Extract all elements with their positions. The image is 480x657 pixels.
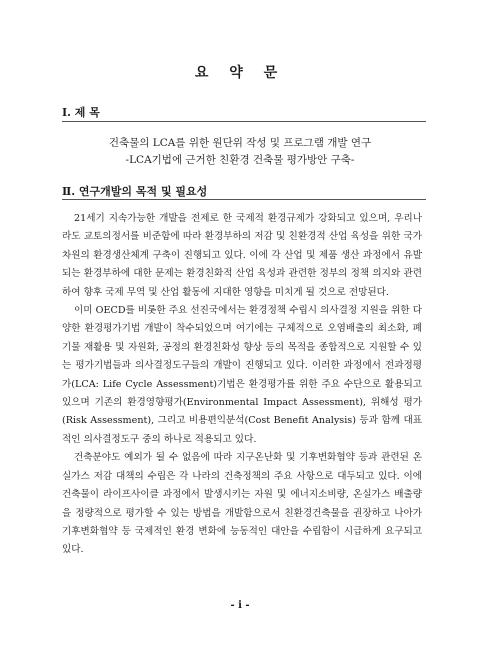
- report-title-line: 건축물의 LCA를 위한 원단위 작성 및 프로그램 개발 연구: [108, 137, 372, 149]
- page-number: - i -: [230, 600, 250, 611]
- document-title: 요 약 문: [194, 65, 286, 81]
- section-heading-purpose: Ⅱ. 연구개발의 목적 및 필요성: [62, 185, 208, 198]
- report-subtitle-line: -LCA기법에 근거한 친환경 건축물 평가방안 구축-: [125, 154, 355, 166]
- body-text: [62, 210, 422, 560]
- paragraph: 이미 OECD를 비롯한 주요 선진국에서는 환경정책 수립시 의사결정 지원을 위한 다양한 환경평가기법 개발이 착수되었으며 여기에는 구체적으로 오염배출의 최소화, 폐기물 재활용 및 자원화, 공정의 환경친화성 향상 등의 목적을 종합적으로 지원할 수 있는 평가기법들과 의사결정도구들의 개발이 진행되고 있다. 이러한 과정에서 전과정평가(LCA: Life Cycle Assessment)기법은 환경평가를 위한 주요 수단으로 활용되고 있으며 기존의 환경영향평가(Environmental Impact Assessment), 위해성 평가(Risk Assessment), 그리고 비용편익분석(Cost Benefit Analysis) 등과 함께 대표적인 의사결정도구 중의 하나로 적용되고 있다.: [62, 305, 422, 445]
- section-heading-title: Ⅰ. 제 목: [62, 106, 100, 119]
- paragraph: 건축분야도 예외가 될 수 없음에 따라 지구온난화 및 기후변화협약 등과 관련된 온실가스 저감 대책의 수립은 각 나라의 건축정책의 주요 사항으로 대두되고 있다. 이에 건축물이 라이프사이클 과정에서 발생시키는 자원 및 에너지소비량, 온실가스 배출량을 정량적으로 평가할 수 있는 방법을 개발함으로서 친환경건축물을 권장하고 나아가 기후변화협약 등 국제적인 환경 변화에 능동적인 대안을 수립함이 시급하게 요구되고 있다.: [62, 452, 422, 556]
- section-divider: [62, 121, 426, 122]
- section-divider: [62, 199, 426, 200]
- paragraph: 21세기 지속가능한 개발을 전제로 한 국제적 환경규제가 강화되고 있으며, 우리나라도 교토의정서를 비준함에 따라 환경부하의 저감 및 친환경적 산업 육성을 위한 국가차원의 환경생산체계 구축이 진행되고 있다. 이에 각 산업 및 제품 생산 과정에서 유발되는 환경부하에 대한 문제는 환경친화적 산업 육성과 관련한 정부의 정책 의지와 관련하여 향후 국제 무역 및 산업 활동에 지대한 영향을 미치게 될 것으로 전망된다.: [62, 213, 422, 298]
